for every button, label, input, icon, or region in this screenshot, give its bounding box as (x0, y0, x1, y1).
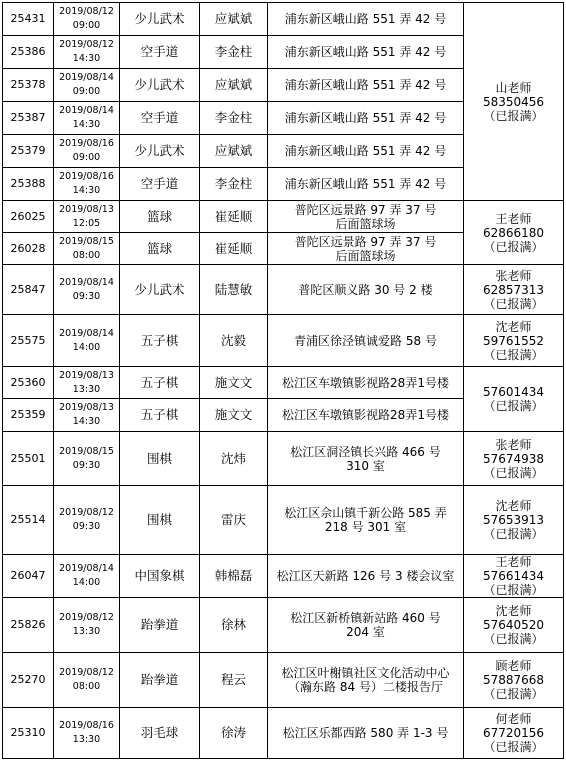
coach-cell (200, 168, 268, 201)
sport-cell (120, 265, 200, 315)
table-row (3, 486, 564, 555)
datetime-cell (54, 653, 120, 708)
table-row (3, 201, 564, 233)
sport-cell (120, 3, 200, 36)
class-time: 13:30 (72, 734, 101, 745)
address-cell (268, 598, 464, 653)
enrollment-status: （已报满） (483, 527, 544, 541)
contact-name: 张老师 (495, 437, 532, 452)
coach-name: 李金柱 (214, 176, 253, 191)
address-cell (268, 555, 464, 598)
coach-name: 崔延顺 (214, 240, 253, 256)
sport-cell (120, 233, 200, 265)
sport-name: 跆拳道 (140, 672, 179, 687)
coach-cell (200, 201, 268, 233)
address-line: 松江区洞泾镇长兴路 466 号 (290, 444, 441, 459)
table-row (3, 555, 564, 598)
enrollment-status: （已报满） (483, 296, 544, 311)
table-row (3, 653, 564, 708)
class-id-cell (3, 69, 54, 102)
coach-name: 雷庆 (220, 512, 246, 527)
sport-cell (120, 708, 200, 759)
datetime-cell (54, 555, 120, 598)
address-cell (268, 432, 464, 486)
class-id-cell (3, 233, 54, 265)
sport-cell (120, 201, 200, 233)
sport-name: 跆拳道 (140, 617, 179, 632)
sport-cell (120, 432, 200, 486)
table-row (3, 432, 564, 486)
class-id-cell (3, 265, 54, 315)
coach-cell (200, 367, 268, 399)
address-line: 松江区叶榭镇社区文化活动中心 (281, 666, 450, 680)
sport-name: 围棋 (146, 450, 172, 466)
datetime-cell (54, 233, 120, 265)
sport-name: 少儿武术 (134, 281, 185, 297)
datetime-cell (54, 432, 120, 486)
class-time: 13:30 (72, 626, 101, 637)
address-line: 青浦区徐泾镇诚爱路 58 号 (294, 333, 437, 348)
coach-cell (200, 432, 268, 486)
schedule-body (3, 3, 564, 759)
class-date: 2019/08/16 (59, 138, 114, 149)
datetime-cell (54, 399, 120, 432)
datetime-cell (54, 102, 120, 135)
class-date: 2019/08/13 (59, 402, 114, 413)
contact-name: 沈老师 (495, 499, 532, 513)
coach-cell (200, 233, 268, 265)
enrollment-status: （已报满） (483, 399, 544, 413)
contact-phone: 62866180 (482, 225, 545, 240)
class-time: 14:30 (72, 53, 101, 64)
address-cell (268, 367, 464, 399)
class-id: 25379 (10, 144, 46, 157)
address-cell (268, 486, 464, 555)
coach-cell (200, 69, 268, 102)
datetime-cell (54, 168, 120, 201)
address-line: 松江区车墩镇影视路28弄1号楼 (282, 408, 449, 422)
class-id-cell (3, 36, 54, 69)
sport-name: 五子棋 (140, 374, 179, 390)
contact-phone: 57640520 (482, 618, 545, 632)
address-line: 浦东新区峨山路 551 弄 42 号 (284, 78, 447, 92)
address-line: 浦东新区峨山路 551 弄 42 号 (284, 111, 447, 125)
coach-name: 施文文 (214, 374, 253, 390)
sport-cell (120, 168, 200, 201)
class-time: 14:00 (72, 577, 101, 588)
class-id-cell (3, 653, 54, 708)
sport-name: 羽毛球 (140, 725, 179, 740)
sport-name: 少儿武术 (134, 11, 185, 26)
sport-name: 五子棋 (140, 332, 179, 348)
datetime-cell (54, 3, 120, 36)
sport-cell (120, 135, 200, 168)
sport-name: 少儿武术 (134, 143, 185, 158)
contact-name: 顾老师 (495, 659, 532, 673)
sport-name: 五子棋 (140, 407, 179, 422)
class-id: 25431 (10, 12, 46, 25)
address-cell (268, 69, 464, 102)
class-id: 26028 (10, 241, 46, 255)
class-id-cell (3, 135, 54, 168)
contact-name: 沈老师 (495, 604, 532, 618)
address-line: 后面篮球场 (335, 216, 396, 231)
class-id: 25386 (10, 45, 46, 58)
class-id: 25575 (10, 333, 46, 347)
address-cell (268, 3, 464, 36)
coach-name: 沈炜 (220, 450, 246, 466)
class-time: 14:30 (72, 185, 101, 196)
coach-cell (200, 265, 268, 315)
coach-cell (200, 315, 268, 367)
datetime-cell (54, 708, 120, 759)
sport-cell (120, 555, 200, 598)
class-id-cell (3, 555, 54, 598)
class-date: 2019/08/13 (59, 203, 114, 215)
address-line: 普陀区顺义路 30 号 2 楼 (298, 282, 433, 297)
class-time: 13:30 (72, 383, 101, 395)
table-row (3, 708, 564, 759)
datetime-cell (54, 201, 120, 233)
coach-name: 李金柱 (214, 44, 253, 59)
contact-cell (464, 315, 564, 367)
table-row (3, 3, 564, 36)
sport-name: 少儿武术 (134, 77, 185, 92)
schedule-table (2, 2, 564, 759)
contact-cell (464, 3, 564, 201)
sport-cell (120, 36, 200, 69)
class-id: 25501 (10, 451, 46, 465)
coach-name: 程云 (220, 672, 246, 687)
class-id-cell (3, 367, 54, 399)
table-row (3, 367, 564, 399)
class-date: 2019/08/14 (59, 563, 114, 574)
coach-name: 崔延顺 (214, 208, 253, 224)
address-line: 松江区车墩镇影视路28弄1号楼 (282, 375, 449, 390)
sport-name: 中国象棋 (134, 568, 185, 583)
class-id: 25270 (10, 673, 46, 686)
class-date: 2019/08/14 (59, 72, 114, 83)
sport-cell (120, 598, 200, 653)
coach-name: 陆慧敏 (214, 281, 253, 297)
enrollment-status: （已报满） (483, 740, 544, 754)
class-time: 09:00 (72, 86, 101, 97)
enrollment-status: （已报满） (483, 687, 544, 701)
coach-name: 应斌斌 (214, 77, 253, 92)
datetime-cell (54, 315, 120, 367)
contact-phone: 57653913 (482, 513, 545, 527)
class-id-cell (3, 708, 54, 759)
coach-cell (200, 486, 268, 555)
address-line: 浦东新区峨山路 551 弄 42 号 (284, 45, 447, 59)
contact-cell (464, 265, 564, 315)
address-line: 204 室 (346, 625, 385, 639)
coach-cell (200, 36, 268, 69)
contact-name: 张老师 (495, 268, 532, 283)
class-date: 2019/08/12 (59, 667, 114, 678)
coach-name: 李金柱 (214, 110, 253, 125)
coach-cell (200, 102, 268, 135)
contact-cell (464, 201, 564, 265)
class-date: 2019/08/12 (59, 612, 114, 623)
class-time: 08:00 (72, 681, 101, 692)
class-date: 2019/08/13 (59, 369, 114, 381)
datetime-cell (54, 367, 120, 399)
class-time: 09:00 (72, 20, 101, 31)
sport-name: 围棋 (146, 512, 172, 527)
sport-cell (120, 653, 200, 708)
address-line: 218 号 301 室 (324, 520, 407, 534)
class-time: 12:05 (72, 217, 101, 229)
class-id: 25310 (10, 726, 46, 739)
address-cell (268, 265, 464, 315)
class-date: 2019/08/14 (59, 105, 114, 116)
contact-cell (464, 432, 564, 486)
address-line: （瀚东路 84 号）二楼报告厅 (288, 680, 443, 694)
sport-name: 空手道 (140, 110, 179, 125)
contact-name: 沈老师 (495, 319, 532, 334)
address-cell (268, 233, 464, 265)
datetime-cell (54, 486, 120, 555)
class-date: 2019/08/12 (59, 507, 114, 518)
contact-phone: 57601434 (482, 385, 545, 399)
coach-cell (200, 3, 268, 36)
address-line: 松江区天新路 126 号 3 楼会议室 (276, 569, 455, 583)
class-id-cell (3, 399, 54, 432)
coach-cell (200, 598, 268, 653)
contact-cell (464, 598, 564, 653)
class-id: 25378 (10, 78, 46, 91)
coach-cell (200, 399, 268, 432)
address-line: 浦东新区峨山路 551 弄 42 号 (284, 12, 447, 26)
address-cell (268, 36, 464, 69)
sport-cell (120, 315, 200, 367)
class-date: 2019/08/14 (59, 327, 114, 339)
contact-name: 王老师 (495, 555, 532, 569)
datetime-cell (54, 135, 120, 168)
class-id-cell (3, 168, 54, 201)
address-line: 松江区新桥镇新站路 460 号 (290, 611, 441, 625)
address-cell (268, 135, 464, 168)
sport-cell (120, 69, 200, 102)
class-time: 14:00 (72, 341, 101, 353)
address-line: 后面篮球场 (335, 248, 396, 263)
contact-phone: 59761552 (482, 333, 545, 348)
contact-phone: 57887668 (482, 673, 545, 687)
class-time: 09:30 (72, 459, 101, 471)
coach-cell (200, 135, 268, 168)
class-date: 2019/08/16 (59, 171, 114, 182)
address-line: 普陀区远景路 97 弄 37 号 (294, 202, 437, 217)
class-id: 26047 (10, 569, 46, 582)
contact-cell (464, 486, 564, 555)
address-line: 普陀区远景路 97 弄 37 号 (294, 234, 437, 249)
sport-cell (120, 399, 200, 432)
class-id-cell (3, 3, 54, 36)
contact-cell (464, 653, 564, 708)
contact-cell (464, 367, 564, 432)
datetime-cell (54, 265, 120, 315)
enrollment-status: （已报满） (483, 465, 544, 480)
datetime-cell (54, 598, 120, 653)
class-id: 25387 (10, 111, 46, 124)
contact-name: 何老师 (495, 712, 532, 726)
coach-cell (200, 708, 268, 759)
enrollment-status: （已报满） (483, 239, 544, 254)
coach-name: 应斌斌 (214, 11, 253, 26)
address-line: 松江区佘山镇千新公路 585 弄 (284, 506, 447, 520)
contact-name: 王老师 (495, 211, 532, 226)
contact-phone: 62857313 (482, 282, 545, 297)
address-cell (268, 168, 464, 201)
sport-cell (120, 102, 200, 135)
datetime-cell (54, 69, 120, 102)
sport-cell (120, 367, 200, 399)
class-date: 2019/08/15 (59, 235, 114, 247)
class-id: 25360 (10, 375, 46, 389)
address-cell (268, 201, 464, 233)
class-time: 14:30 (72, 119, 101, 130)
class-id-cell (3, 315, 54, 367)
class-id-cell (3, 201, 54, 233)
table-row (3, 315, 564, 367)
class-time: 14:30 (72, 416, 101, 427)
contact-phone: 58350456 (482, 94, 545, 109)
class-id-cell (3, 102, 54, 135)
address-line: 浦东新区峨山路 551 弄 42 号 (284, 144, 447, 158)
address-cell (268, 399, 464, 432)
class-id: 25826 (10, 618, 46, 631)
class-id-cell (3, 598, 54, 653)
class-date: 2019/08/16 (59, 720, 114, 731)
coach-cell (200, 653, 268, 708)
class-id: 25359 (10, 408, 46, 421)
class-date: 2019/08/15 (59, 445, 114, 457)
class-date: 2019/08/14 (59, 276, 114, 288)
coach-name: 应斌斌 (214, 143, 253, 158)
class-id-cell (3, 486, 54, 555)
table-row (3, 598, 564, 653)
address-cell (268, 315, 464, 367)
sport-name: 篮球 (146, 240, 172, 256)
address-cell (268, 653, 464, 708)
enrollment-status: （已报满） (483, 108, 544, 123)
enrollment-status: （已报满） (483, 583, 544, 597)
contact-phone: 57661434 (482, 569, 545, 583)
class-time: 09:30 (72, 521, 101, 532)
contact-cell (464, 708, 564, 759)
enrollment-status: （已报满） (483, 347, 544, 362)
class-id-cell (3, 432, 54, 486)
sport-name: 空手道 (140, 44, 179, 59)
address-line: 310 室 (346, 458, 385, 473)
class-time: 08:00 (72, 249, 101, 261)
class-id: 25847 (10, 282, 46, 296)
address-cell (268, 102, 464, 135)
sport-cell (120, 486, 200, 555)
address-cell (268, 708, 464, 759)
sport-name: 篮球 (146, 208, 172, 224)
sport-name: 空手道 (140, 176, 179, 191)
class-id: 25514 (10, 513, 46, 526)
class-id: 26025 (10, 209, 46, 223)
class-date: 2019/08/12 (59, 6, 114, 17)
coach-name: 沈毅 (220, 332, 246, 348)
table-row (3, 265, 564, 315)
class-id: 25388 (10, 177, 46, 190)
contact-cell (464, 555, 564, 598)
address-line: 松江区乐都西路 580 弄 1-3 号 (282, 726, 449, 740)
datetime-cell (54, 36, 120, 69)
class-time: 09:00 (72, 152, 101, 163)
coach-name: 徐涛 (220, 725, 246, 740)
contact-phone: 67720156 (482, 726, 545, 740)
contact-phone: 57674938 (482, 451, 545, 466)
coach-name: 韩棉磊 (214, 568, 253, 583)
address-line: 浦东新区峨山路 551 弄 42 号 (284, 177, 447, 191)
contact-name: 山老师 (495, 80, 532, 95)
class-date: 2019/08/12 (59, 39, 114, 50)
coach-name: 施文文 (214, 407, 253, 422)
coach-cell (200, 555, 268, 598)
coach-name: 徐林 (220, 617, 246, 632)
enrollment-status: （已报满） (483, 632, 544, 646)
class-time: 09:30 (72, 290, 101, 302)
